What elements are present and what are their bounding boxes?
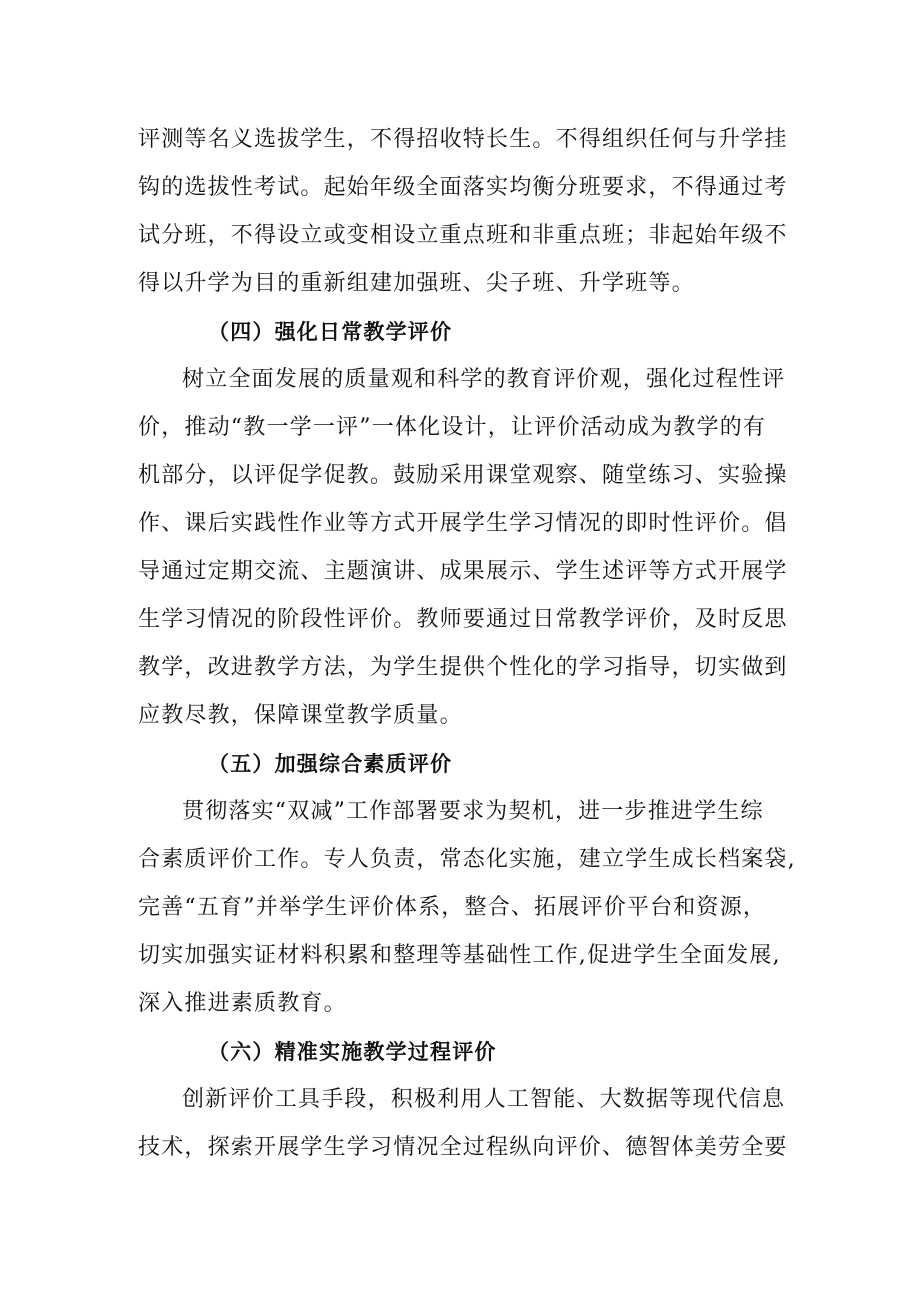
paragraph-section-6 <box>138 1076 794 1172</box>
text-line: 作、课后实践性作业等方式开展学生学习情况的即时性评价。倡 <box>138 511 788 536</box>
paragraph-section-4 <box>138 356 794 740</box>
text-line: 得以升学为目的重新组建加强班、尖子班、升学班等。 <box>138 271 695 296</box>
text-line: 深入推进素质教育。 <box>138 991 347 1016</box>
text-line: 树立全面发展的质量观和科学的教育评价观，强化过程性评 <box>182 367 786 392</box>
text-line: 机部分，以评促学促教。鼓励采用课堂观察、随堂练习、实验操 <box>138 463 788 488</box>
text-line: 价，推动“教一学一评”一体化设计，让评价活动成为教学的有 <box>138 415 767 440</box>
text-line: 技术，探索开展学生学习情况全过程纵向评价、德智体美劳全要 <box>138 1135 788 1160</box>
text-line: 合素质评价工作。专人负责，常态化实施，建立学生成长档案袋, <box>138 847 796 872</box>
paragraph-continuation <box>138 116 794 308</box>
text-line: 切实加强实证材料积累和整理等基础性工作,促进学生全面发展, <box>138 943 781 968</box>
paragraph-section-5 <box>138 788 794 1028</box>
text-line: 评测等名义选拔学生，不得招收特长生。不得组织任何与升学挂 <box>138 127 788 152</box>
text-line: 完善“五育”并举学生评价体系，整合、拓展评价平台和资源， <box>138 895 767 920</box>
text-line: 钩的选拔性考试。起始年级全面落实均衡分班要求，不得通过考 <box>138 175 788 200</box>
text-line: 教学，改进教学方法，为学生提供个性化的学习指导，切实做到 <box>138 655 788 680</box>
section-heading-5: （五）加强综合素质评价 <box>208 752 453 776</box>
text-line: 创新评价工具手段，积极利用人工智能、大数据等现代信息 <box>182 1087 786 1112</box>
section-heading-4: （四）强化日常教学评价 <box>208 320 453 344</box>
section-heading-6: （六）精准实施教学过程评价 <box>208 1040 497 1064</box>
document-page <box>138 116 794 1172</box>
text-line: 应教尽教，保障课堂教学质量。 <box>138 703 463 728</box>
text-line: 导通过定期交流、主题演讲、成果展示、学生述评等方式开展学 <box>138 559 788 584</box>
text-line: 贯彻落实“双减”工作部署要求为契机，进一步推进学生综 <box>182 799 764 824</box>
text-line: 试分班，不得设立或变相设立重点班和非重点班；非起始年级不 <box>138 223 788 248</box>
text-line: 生学习情况的阶段性评价。教师要通过日常教学评价，及时反思 <box>138 607 788 632</box>
